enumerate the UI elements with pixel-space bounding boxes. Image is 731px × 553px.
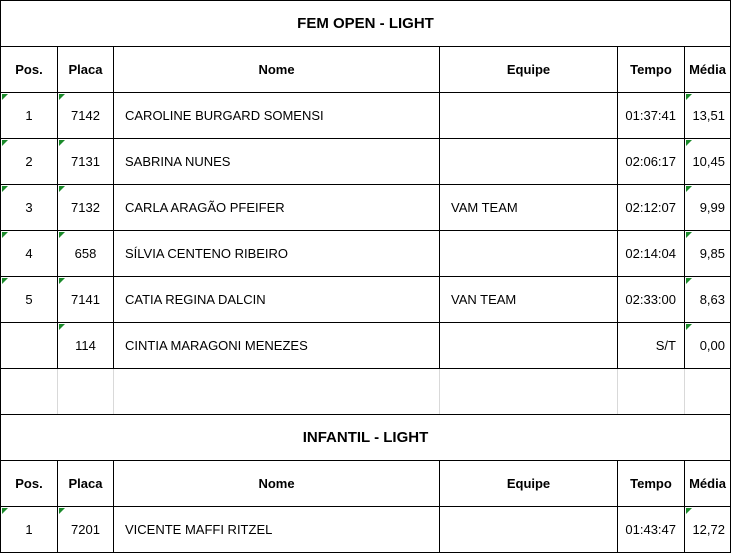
cell-equipe <box>440 507 618 553</box>
header-media: Média <box>685 460 731 507</box>
cell-pos: 3 <box>0 185 58 231</box>
cell-tempo: 02:12:07 <box>618 185 685 231</box>
section-title-text: FEM OPEN - LIGHT <box>297 15 434 32</box>
cell-pos: 1 <box>0 93 58 139</box>
header-placa: Placa <box>58 460 114 507</box>
cell-placa: 114 <box>58 323 114 369</box>
cell-media: 9,85 <box>685 231 731 277</box>
cell-tempo: 02:06:17 <box>618 139 685 185</box>
cell-media: 10,45 <box>685 139 731 185</box>
cell-nome: VICENTE MAFFI RITZEL <box>114 507 440 553</box>
cell-placa: 7142 <box>58 93 114 139</box>
cell-nome: CAROLINE BURGARD SOMENSI <box>114 93 440 139</box>
table-row <box>0 507 731 553</box>
header-tempo: Tempo <box>618 460 685 507</box>
header-placa: Placa <box>58 46 114 93</box>
cell-placa: 7132 <box>58 185 114 231</box>
cell-nome: CINTIA MARAGONI MENEZES <box>114 323 440 369</box>
cell-equipe <box>440 93 618 139</box>
cell-equipe <box>440 139 618 185</box>
cell-equipe <box>440 323 618 369</box>
header-nome: Nome <box>114 460 440 507</box>
cell-media: 0,00 <box>685 323 731 369</box>
cell-media: 13,51 <box>685 93 731 139</box>
table-header <box>0 460 731 507</box>
cell-tempo: 02:14:04 <box>618 231 685 277</box>
header-equipe: Equipe <box>440 460 618 507</box>
cell-pos: 1 <box>0 507 58 553</box>
section-title <box>0 0 731 47</box>
cell-nome: SABRINA NUNES <box>114 139 440 185</box>
cell-equipe: VAM TEAM <box>440 185 618 231</box>
cell-equipe <box>440 231 618 277</box>
header-nome: Nome <box>114 46 440 93</box>
cell-equipe: VAN TEAM <box>440 277 618 323</box>
cell-tempo: 01:37:41 <box>618 93 685 139</box>
header-media: Média <box>685 46 731 93</box>
cell-tempo: 02:33:00 <box>618 277 685 323</box>
header-tempo: Tempo <box>618 46 685 93</box>
cell-pos: 5 <box>0 277 58 323</box>
cell-tempo: S/T <box>618 323 685 369</box>
cell-tempo: 01:43:47 <box>618 507 685 553</box>
empty-cell <box>685 369 731 415</box>
cell-placa: 7131 <box>58 139 114 185</box>
section-title <box>0 414 731 461</box>
empty-cell <box>0 369 58 415</box>
table-row <box>0 277 731 323</box>
table-row <box>0 185 731 231</box>
empty-cell <box>114 369 440 415</box>
cell-placa: 7201 <box>58 507 114 553</box>
header-pos: Pos. <box>0 46 58 93</box>
cell-pos <box>0 323 58 369</box>
empty-cell <box>618 369 685 415</box>
cell-placa: 658 <box>58 231 114 277</box>
cell-pos: 4 <box>0 231 58 277</box>
cell-pos: 2 <box>0 139 58 185</box>
table-row <box>0 93 731 139</box>
cell-media: 8,63 <box>685 277 731 323</box>
table-header <box>0 46 731 93</box>
section-title-text: INFANTIL - LIGHT <box>302 429 429 446</box>
table-row <box>0 139 731 185</box>
cell-media: 9,99 <box>685 185 731 231</box>
cell-placa: 7141 <box>58 277 114 323</box>
table-row <box>0 323 731 369</box>
empty-cell <box>58 369 114 415</box>
cell-nome: SÍLVIA CENTENO RIBEIRO <box>114 231 440 277</box>
cell-nome: CARLA ARAGÃO PFEIFER <box>114 185 440 231</box>
table-row <box>0 231 731 277</box>
cell-media: 12,72 <box>685 507 731 553</box>
cell-nome: CATIA REGINA DALCIN <box>114 277 440 323</box>
empty-cell <box>440 369 618 415</box>
empty-row <box>0 369 731 415</box>
header-equipe: Equipe <box>440 46 618 93</box>
header-pos: Pos. <box>0 460 58 507</box>
